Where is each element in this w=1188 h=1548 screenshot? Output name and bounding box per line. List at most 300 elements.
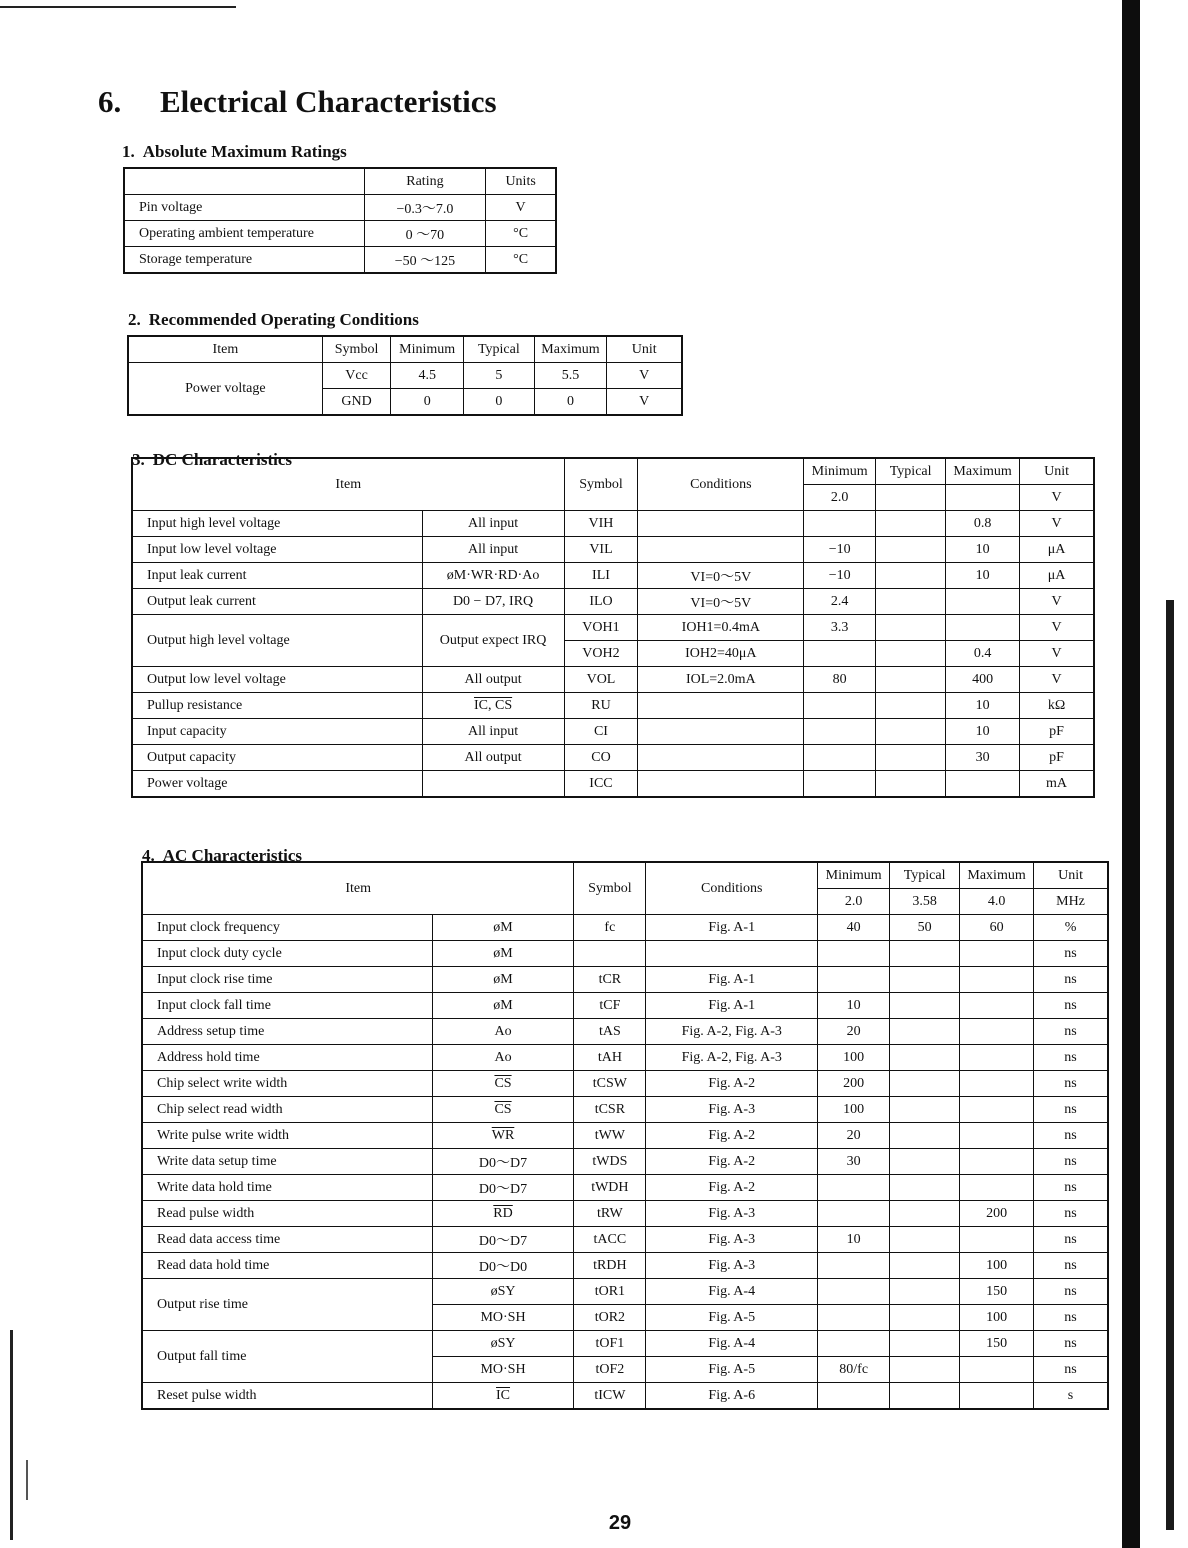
cell-min: 20: [818, 1123, 890, 1149]
table-row: [143, 1149, 1108, 1175]
cell-min: 2.4: [804, 589, 876, 615]
section-title-abs-max: 1. Absolute Maximum Ratings: [122, 142, 347, 161]
cell-target: D0～D0: [432, 1253, 574, 1279]
header-cell: Typical: [890, 863, 960, 889]
cell-max: 60: [960, 915, 1034, 941]
cell-min: [818, 1253, 890, 1279]
cell-unit: V: [607, 389, 682, 415]
header-cell: Rating: [364, 169, 486, 195]
cell-cond: Fig. A-2: [646, 1123, 818, 1149]
cell-item: Input clock duty cycle: [143, 941, 433, 967]
cell-symbol: tCF: [574, 993, 646, 1019]
cell-cond: Fig. A-5: [646, 1305, 818, 1331]
scan-left-mark: [10, 1330, 13, 1540]
header-cell: Item: [129, 337, 323, 363]
table-row: [143, 993, 1108, 1019]
cell-target: $\overline{CS}$: [432, 1097, 574, 1123]
cell-max: [960, 1357, 1034, 1383]
cell-target: $\overline{CS}$: [432, 1071, 574, 1097]
table-row: [143, 1279, 1108, 1305]
header-cell: Maximum: [946, 459, 1020, 485]
table-row: [143, 1227, 1108, 1253]
cell-target: øM: [432, 967, 574, 993]
cell-typ: 5: [464, 363, 535, 389]
cell-unit: ns: [1034, 1149, 1108, 1175]
cell-max: [960, 1175, 1034, 1201]
cell-max: [960, 1149, 1034, 1175]
cell-item: Storage temperature: [125, 247, 365, 273]
header-cell: Item: [133, 459, 565, 511]
cell-min: [818, 1175, 890, 1201]
cell-max: 4.0: [960, 889, 1034, 915]
cell-item: Read data access time: [143, 1227, 433, 1253]
cell-rating: −50 ～125: [364, 247, 486, 273]
table-row: [143, 1019, 1108, 1045]
cell-typ: [876, 615, 946, 641]
table-row: [143, 941, 1108, 967]
header-cell: Maximum: [534, 337, 607, 363]
table-row: [143, 915, 1108, 941]
cell-symbol: tOF2: [574, 1357, 646, 1383]
cell-symbol: CI: [564, 719, 638, 745]
cell-cond: Fig. A-2: [646, 1071, 818, 1097]
cell-max: 100: [960, 1253, 1034, 1279]
cell-typ: [890, 1383, 960, 1409]
cell-typ: [890, 967, 960, 993]
cell-max: 400: [946, 667, 1020, 693]
cell-typ: [890, 1045, 960, 1071]
cell-target: $\overline{IC}$: [432, 1383, 574, 1409]
cell-target: MO·SH: [432, 1357, 574, 1383]
cell-typ: [876, 589, 946, 615]
cell-symbol: Vcc: [322, 363, 391, 389]
cell-item: Input clock fall time: [143, 993, 433, 1019]
cell-symbol: tICW: [574, 1383, 646, 1409]
table-row: [143, 1253, 1108, 1279]
cell-item: Chip select read width: [143, 1097, 433, 1123]
cell-typ: [876, 745, 946, 771]
cell-cond: Fig. A-2, Fig. A-3: [646, 1019, 818, 1045]
cell-typ: 3.58: [890, 889, 960, 915]
cell-unit: V: [1020, 615, 1094, 641]
cell-unit: ns: [1034, 1019, 1108, 1045]
cell-symbol: tWDH: [574, 1175, 646, 1201]
cell-min: [818, 1201, 890, 1227]
cell-typ: [890, 1175, 960, 1201]
cell-typ: [890, 1149, 960, 1175]
cell-target: D0 − D7, IRQ: [422, 589, 564, 615]
page-number: 29: [608, 1512, 632, 1534]
cell-max: 5.5: [534, 363, 607, 389]
header-cell: [125, 169, 365, 195]
cell-symbol: [574, 941, 646, 967]
cell-cond: [638, 693, 804, 719]
ac-table: [142, 862, 1108, 1409]
cell-typ: [890, 1331, 960, 1357]
cell-typ: [876, 485, 946, 511]
cell-unit: ns: [1034, 1305, 1108, 1331]
cell-target: All input: [422, 719, 564, 745]
cell-max: 100: [960, 1305, 1034, 1331]
cell-item: Write data hold time: [143, 1175, 433, 1201]
cell-unit: MHz: [1034, 889, 1108, 915]
table-row: [143, 1071, 1108, 1097]
cell-unit: μA: [1020, 537, 1094, 563]
cell-unit: ns: [1034, 1123, 1108, 1149]
table-row: [133, 537, 1094, 563]
cell-symbol: tCR: [574, 967, 646, 993]
cell-max: [960, 1019, 1034, 1045]
cell-item: Pullup resistance: [133, 693, 423, 719]
cell-unit: pF: [1020, 719, 1094, 745]
cell-max: [960, 1123, 1034, 1149]
cell-typ: [890, 1071, 960, 1097]
table-row: [143, 1123, 1108, 1149]
cell-symbol: tAS: [574, 1019, 646, 1045]
cell-min: [804, 641, 876, 667]
cell-unit: ns: [1034, 1227, 1108, 1253]
cell-typ: [890, 941, 960, 967]
scan-left-mark-small: [26, 1460, 28, 1500]
dc-table: [132, 458, 1094, 797]
cell-item: Output rise time: [143, 1279, 433, 1331]
cell-item: Input capacity: [133, 719, 423, 745]
cell-item: Input low level voltage: [133, 537, 423, 563]
cell-cond: [638, 537, 804, 563]
cell-min: 30: [818, 1149, 890, 1175]
cell-typ: [890, 1279, 960, 1305]
cell-item: Write pulse write width: [143, 1123, 433, 1149]
cell-target: All input: [422, 537, 564, 563]
cell-unit: ns: [1034, 1097, 1108, 1123]
cell-min: 100: [818, 1045, 890, 1071]
cell-max: [960, 1097, 1034, 1123]
cell-min: 200: [818, 1071, 890, 1097]
cell-min: [818, 1331, 890, 1357]
table-row: [133, 511, 1094, 537]
cell-unit: V: [1020, 589, 1094, 615]
cell-typ: [876, 771, 946, 797]
cell-min: 20: [818, 1019, 890, 1045]
cell-cond: Fig. A-2: [646, 1175, 818, 1201]
cell-target: øSY: [432, 1331, 574, 1357]
cell-typ: [890, 1201, 960, 1227]
cell-symbol: VOL: [564, 667, 638, 693]
cell-typ: [876, 563, 946, 589]
page-title: [98, 84, 497, 120]
cell-min: [818, 941, 890, 967]
cell-rating: 0 ～70: [364, 221, 486, 247]
table-row: [143, 1201, 1108, 1227]
cell-unit: μA: [1020, 563, 1094, 589]
cell-symbol: RU: [564, 693, 638, 719]
cell-unit: ns: [1034, 1357, 1108, 1383]
cell-symbol: GND: [322, 389, 391, 415]
cell-item: Input leak current: [133, 563, 423, 589]
cell-cond: Fig. A-3: [646, 1201, 818, 1227]
cell-cond: Fig. A-1: [646, 993, 818, 1019]
chapter-number: 6.: [98, 84, 122, 119]
cell-symbol: VOH1: [564, 615, 638, 641]
cell-typ: [890, 1097, 960, 1123]
cell-cond: [638, 511, 804, 537]
cell-unit: V: [486, 195, 556, 221]
cell-typ: [890, 993, 960, 1019]
cell-typ: [890, 1357, 960, 1383]
cell-symbol: tRW: [574, 1201, 646, 1227]
cell-target: $\overline{WR}$: [432, 1123, 574, 1149]
cell-typ: [890, 1019, 960, 1045]
cell-max: 150: [960, 1331, 1034, 1357]
cell-unit: ns: [1034, 967, 1108, 993]
cell-min: 3.3: [804, 615, 876, 641]
header-cell: Symbol: [564, 459, 638, 511]
cell-target: MO·SH: [432, 1305, 574, 1331]
cell-min: [804, 719, 876, 745]
cell-min: −10: [804, 563, 876, 589]
header-cell: Minimum: [804, 459, 876, 485]
cell-typ: [876, 641, 946, 667]
cell-cond: [638, 719, 804, 745]
cell-cond: Fig. A-1: [646, 967, 818, 993]
table-row: [133, 563, 1094, 589]
cell-item: Chip select write width: [143, 1071, 433, 1097]
cell-item: Read data hold time: [143, 1253, 433, 1279]
cell-min: [818, 1305, 890, 1331]
cell-min: [818, 967, 890, 993]
cell-cond: IOL=2.0mA: [638, 667, 804, 693]
header-cell: Minimum: [391, 337, 464, 363]
cell-unit: ns: [1034, 1279, 1108, 1305]
cell-unit: ns: [1034, 1253, 1108, 1279]
scan-edge-bar-inner: [1166, 600, 1174, 1530]
cell-min: −10: [804, 537, 876, 563]
cell-item: Output capacity: [133, 745, 423, 771]
cell-max: 150: [960, 1279, 1034, 1305]
cell-target: IC, CS: [422, 693, 564, 719]
cell-min: [804, 771, 876, 797]
header-cell: Typical: [464, 337, 535, 363]
cell-symbol: tOR1: [574, 1279, 646, 1305]
table-header-row: [125, 169, 556, 195]
table-row: [143, 1331, 1108, 1357]
cell-item: Address setup time: [143, 1019, 433, 1045]
cell-min: [804, 745, 876, 771]
table-row: [133, 589, 1094, 615]
cell-min: 80: [804, 667, 876, 693]
cell-target: øSY: [432, 1279, 574, 1305]
table-row: [125, 195, 556, 221]
header-cell: Symbol: [574, 863, 646, 915]
table-row: [133, 719, 1094, 745]
section-title-dc: 3. DC Characteristics: [132, 450, 293, 469]
scan-edge-bar: [1122, 0, 1140, 1548]
cell-unit: V: [607, 363, 682, 389]
cell-symbol: tOF1: [574, 1331, 646, 1357]
cell-min: 0: [391, 389, 464, 415]
cell-min: 10: [818, 993, 890, 1019]
cell-target: øM: [432, 941, 574, 967]
header-cell: Minimum: [818, 863, 890, 889]
cell-max: [960, 993, 1034, 1019]
cell-symbol: ILO: [564, 589, 638, 615]
cell-target: Ao: [432, 1045, 574, 1071]
cell-unit: V: [1020, 511, 1094, 537]
cell-typ: [890, 1123, 960, 1149]
cell-cond: Fig. A-4: [646, 1279, 818, 1305]
table-row: [143, 1045, 1108, 1071]
table-row: [143, 967, 1108, 993]
cell-max: 10: [946, 719, 1020, 745]
cell-item: Input clock rise time: [143, 967, 433, 993]
cell-symbol: tCSR: [574, 1097, 646, 1123]
table-row: [133, 615, 1094, 641]
cell-typ: [876, 667, 946, 693]
cell-target: Output expect IRQ: [422, 615, 564, 667]
cell-max: 200: [960, 1201, 1034, 1227]
cell-unit: ns: [1034, 1175, 1108, 1201]
cell-max: [960, 1383, 1034, 1409]
cell-max: [960, 967, 1034, 993]
cell-cond: [638, 771, 804, 797]
table-row: [129, 363, 682, 389]
cell-target: [422, 771, 564, 797]
cell-cond: Fig. A-3: [646, 1253, 818, 1279]
cell-typ: [876, 693, 946, 719]
cell-unit: s: [1034, 1383, 1108, 1409]
cell-cond: Fig. A-3: [646, 1097, 818, 1123]
cell-min: 40: [818, 915, 890, 941]
cell-unit: ns: [1034, 1331, 1108, 1357]
cell-unit: V: [1020, 667, 1094, 693]
cell-min: [804, 511, 876, 537]
cell-unit: °C: [486, 247, 556, 273]
header-cell: Units: [486, 169, 556, 195]
cell-item: Input clock frequency: [143, 915, 433, 941]
cell-item: Power voltage: [129, 363, 323, 415]
cell-symbol: tACC: [574, 1227, 646, 1253]
cell-item: Operating ambient temperature: [125, 221, 365, 247]
cell-symbol: fc: [574, 915, 646, 941]
cell-unit: ns: [1034, 993, 1108, 1019]
cell-max: [960, 941, 1034, 967]
cell-unit: pF: [1020, 745, 1094, 771]
cell-symbol: tWDS: [574, 1149, 646, 1175]
cell-cond: [646, 941, 818, 967]
cell-symbol: tAH: [574, 1045, 646, 1071]
cell-max: [960, 1227, 1034, 1253]
cell-item: Output high level voltage: [133, 615, 423, 667]
cell-rating: −0.3～7.0: [364, 195, 486, 221]
table-row: [125, 247, 556, 273]
top-rule: [0, 6, 236, 8]
cell-cond: [638, 745, 804, 771]
header-cell: Conditions: [646, 863, 818, 915]
cell-item: Reset pulse width: [143, 1383, 433, 1409]
cell-min: 100: [818, 1097, 890, 1123]
cell-typ: 50: [890, 915, 960, 941]
cell-symbol: ICC: [564, 771, 638, 797]
cell-max: [960, 1045, 1034, 1071]
table-row: [133, 771, 1094, 797]
cell-max: [946, 589, 1020, 615]
cell-cond: Fig. A-2: [646, 1149, 818, 1175]
cell-cond: IOH1=0.4mA: [638, 615, 804, 641]
cell-symbol: tRDH: [574, 1253, 646, 1279]
table-row: [143, 1383, 1108, 1409]
header-cell: Maximum: [960, 863, 1034, 889]
cell-typ: [890, 1253, 960, 1279]
table-header-row: [129, 337, 682, 363]
cell-cond: Fig. A-3: [646, 1227, 818, 1253]
cell-cond: VI=0～5V: [638, 589, 804, 615]
cell-cond: VI=0～5V: [638, 563, 804, 589]
cell-symbol: VOH2: [564, 641, 638, 667]
header-cell: Conditions: [638, 459, 804, 511]
cell-typ: [890, 1305, 960, 1331]
cell-min: 2.0: [804, 485, 876, 511]
cell-unit: ns: [1034, 1045, 1108, 1071]
cell-symbol: tOR2: [574, 1305, 646, 1331]
cell-cond: Fig. A-6: [646, 1383, 818, 1409]
cell-target: $\overline{RD}$: [432, 1201, 574, 1227]
cell-item: Pin voltage: [125, 195, 365, 221]
cell-unit: ns: [1034, 1071, 1108, 1097]
cell-typ: [876, 719, 946, 745]
cell-item: Power voltage: [133, 771, 423, 797]
cell-max: [946, 771, 1020, 797]
header-cell: Symbol: [322, 337, 391, 363]
cell-max: 10: [946, 563, 1020, 589]
header-cell: Item: [143, 863, 574, 915]
cell-item: Address hold time: [143, 1045, 433, 1071]
cell-min: 2.0: [818, 889, 890, 915]
cell-min: [804, 693, 876, 719]
table-header-row: [143, 863, 1108, 889]
cell-unit: °C: [486, 221, 556, 247]
cell-symbol: tCSW: [574, 1071, 646, 1097]
section-title-rec-op: 2. Recommended Operating Conditions: [128, 310, 419, 329]
cell-target: øM: [432, 993, 574, 1019]
cell-unit: %: [1034, 915, 1108, 941]
cell-item: Write data setup time: [143, 1149, 433, 1175]
cell-item: Output leak current: [133, 589, 423, 615]
cell-min: 10: [818, 1227, 890, 1253]
cell-max: 0.8: [946, 511, 1020, 537]
header-cell: Typical: [876, 459, 946, 485]
table-row: [133, 745, 1094, 771]
cell-min: [818, 1279, 890, 1305]
cell-max: 10: [946, 537, 1020, 563]
cell-max: 0: [534, 389, 607, 415]
cell-min: 4.5: [391, 363, 464, 389]
cell-symbol: CO: [564, 745, 638, 771]
cell-target: D0～D7: [432, 1227, 574, 1253]
cell-max: 10: [946, 693, 1020, 719]
cell-target: øM: [432, 915, 574, 941]
cell-target: All output: [422, 667, 564, 693]
section-title-ac: 4. AC Characteristics: [142, 846, 303, 865]
cell-cond: Fig. A-4: [646, 1331, 818, 1357]
cell-target: All input: [422, 511, 564, 537]
cell-max: [946, 485, 1020, 511]
cell-unit: ns: [1034, 941, 1108, 967]
cell-item: Read pulse width: [143, 1201, 433, 1227]
table-row: [143, 1097, 1108, 1123]
cell-min: [818, 1383, 890, 1409]
cell-symbol: VIL: [564, 537, 638, 563]
cell-symbol: tWW: [574, 1123, 646, 1149]
